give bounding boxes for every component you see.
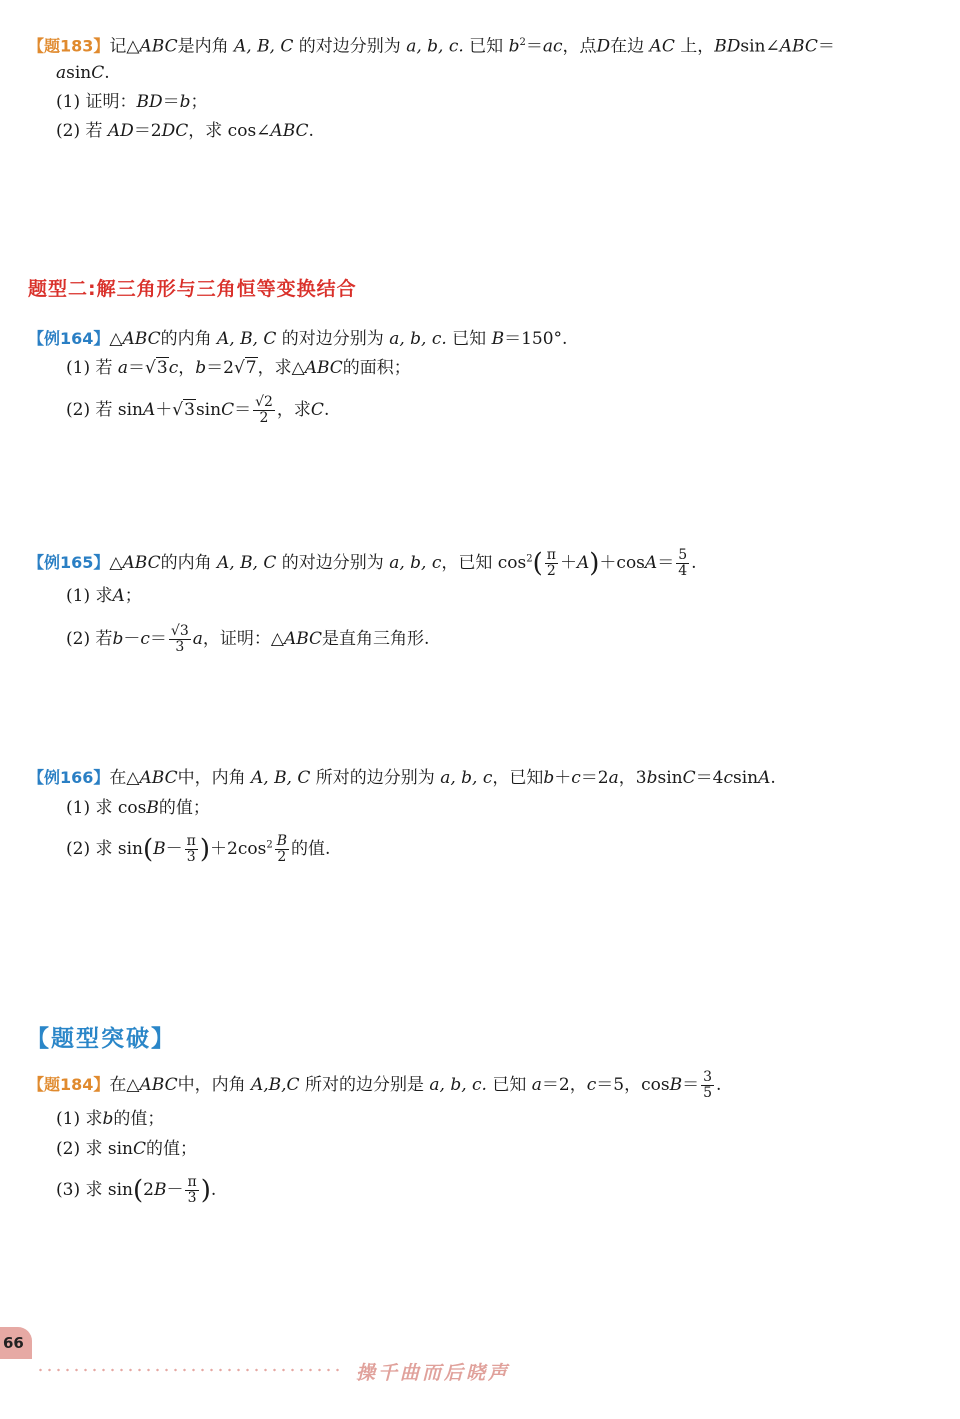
footer-dotted-line [36, 1368, 342, 1372]
fraction: $\frac{\pi}{3}$ [187, 1174, 197, 1206]
problem-184-question-1: (1) 求b的值； [56, 1109, 165, 1129]
example-165-question-1: (1) 求A； [66, 586, 142, 606]
problem-183-question-1: (1) 证明：BD＝b； [56, 92, 208, 112]
problem-183-tag: 【题183】 [28, 36, 110, 56]
example-166-question-1: (1) 求 cosB的值； [66, 798, 210, 818]
fraction: $\frac{√2}{2}$ [255, 394, 273, 426]
problem-184-question-3: (3) 求 sin(2B－ $\frac{\pi}{3}$ ). [56, 1174, 217, 1206]
problem-183-stem-line1: 【题183】记△ABC是内角 A, B, C 的对边分别为 a, b, c. 已知 $b^2=ac$，点D在边 AC 上，BDsin∠ABC＝ [28, 36, 835, 57]
example-165-stem: 【例165】△ABC的内角 A, B, C 的对边分别为 a, b, c，已知 $\cos^2$( $\frac{\pi}{2}$ ＋A)＋cosA＝ $\frac{5}{4}$ . [28, 547, 697, 579]
problem-184-stem: 【题184】在△ABC中，内角 A,B,C 所对的边分别是 a, b, c. 已知 a＝2，c＝5，cosB＝ $\frac{3}{5}$ . [28, 1069, 722, 1101]
fraction: $\frac{√3}{3}$ [170, 623, 189, 655]
example-166-stem: 【例166】在△ABC中，内角 A, B, C 所对的边分别为 a, b, c，已知b＋c＝2a，3bsinC＝4csinA. [28, 768, 776, 788]
example-164-question-1: (1) 若 a＝√3c，b＝2√7，求△ABC的面积； [66, 358, 411, 378]
example-164-tag: 【例164】 [28, 329, 110, 348]
example-166-tag: 【例166】 [28, 768, 110, 787]
problem-184-tag: 【题184】 [28, 1075, 110, 1094]
example-166-question-2: (2) 求 sin(B－ $\frac{\pi}{3}$ )$+2\cos^2$ $\frac{B}{2}$ 的值. [66, 833, 331, 865]
fraction: $\frac{\pi}{3}$ [186, 833, 196, 865]
example-165-question-2: (2) 若b－c＝ $\frac{√3}{3}$ a，证明：△ABC是直角三角形. [66, 623, 430, 655]
example-165-tag: 【例165】 [28, 553, 110, 572]
section-title-breakthrough: 【题型突破】 [26, 1026, 176, 1052]
page-number: 66 [3, 1334, 24, 1352]
fraction: $\frac{5}{4}$ [678, 547, 688, 579]
page-number-badge [0, 1327, 32, 1359]
fraction: $\frac{3}{5}$ [703, 1069, 712, 1101]
section-title-type2: 题型二:解三角形与三角恒等变换结合 [28, 278, 357, 300]
example-164-question-2: (2) 若 sinA＋√3sinC＝ $\frac{√2}{2}$ ，求C. [66, 394, 330, 426]
fraction: $\frac{B}{2}$ [276, 833, 287, 865]
problem-184-question-2: (2) 求 sinC的值； [56, 1139, 198, 1159]
problem-183-question-2: (2) 若 AD＝2DC，求 cos∠ABC. [56, 121, 314, 141]
problem-183-stem-line2: asinC. [56, 63, 110, 83]
example-164-stem: 【例164】△ABC的内角 A, B, C 的对边分别为 a, b, c. 已知 B＝150°. [28, 329, 568, 349]
fraction: $\frac{\pi}{2}$ [546, 547, 556, 579]
footer-motto: 操千曲而后晓声 [356, 1362, 511, 1384]
